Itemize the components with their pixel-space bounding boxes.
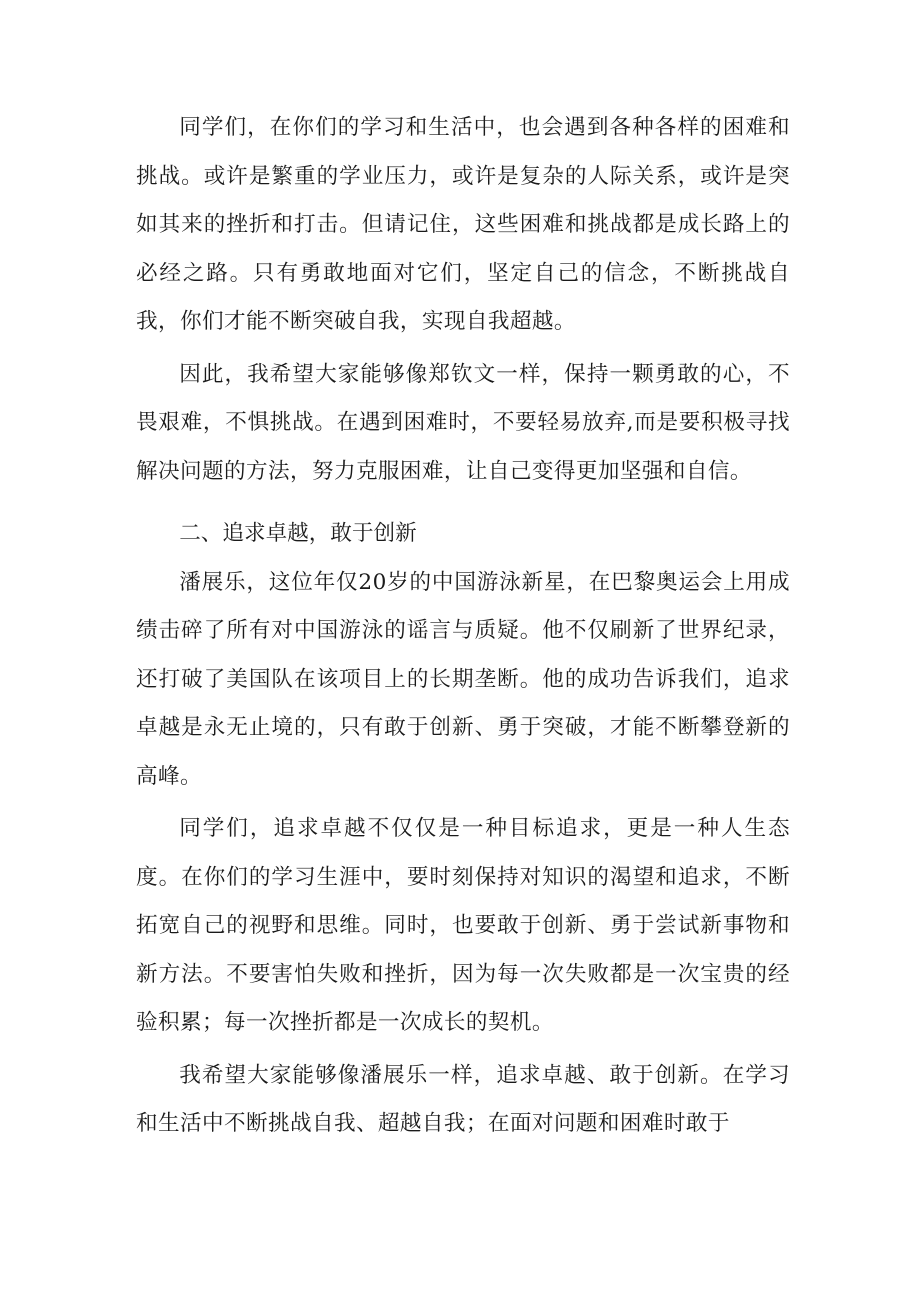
paragraph-5: 我希望大家能够像潘展乐一样，追求卓越、敢于创新。在学习和生活中不断挑战自我、超越自我；在面对问题和困难时敢于 (136, 1062, 790, 1136)
paragraph-3: 潘展乐，这位年仅20岁的中国游泳新星，在巴黎奥运会上用成绩击碎了所有对中国游泳的谣言与质疑。他不仅刷新了世界纪录，还打破了美国队在该项目上的长期垄断。他的成功告诉我们，追求卓越是永无止境的，只有敢于创新、勇于突破，才能不断攀登新的高峰。 (136, 569, 790, 789)
paragraph-2: 因此，我希望大家能够像郑钦文一样，保持一颗勇敢的心，不畏艰难，不惧挑战。在遇到困难时，不要轻易放弃,而是要积极寻找解决问题的方法，努力克服困难，让自己变得更加坚强和自信。 (136, 361, 790, 484)
document-body (136, 104, 790, 1153)
paragraph-1: 同学们，在你们的学习和生活中，也会遇到各种各样的困难和挑战。或许是繁重的学业压力，或许是复杂的人际关系，或许是突如其来的挫折和打击。但请记住，这些困难和挑战都是成长路上的必经之路。只有勇敢地面对它们，坚定自己的信念，不断挑战自我，你们才能不断突破自我，实现自我超越。 (136, 115, 790, 334)
paragraph-4: 同学们，追求卓越不仅仅是一种目标追求，更是一种人生态度。在你们的学习生涯中，要时刻保持对知识的渴望和追求，不断拓宽自己的视野和思维。同时，也要敢于创新、勇于尝试新事物和新方法。不要害怕失败和挫折，因为每一次失败都是一次宝贵的经验积累；每一次挫折都是一次成长的契机。 (136, 816, 790, 1035)
section-heading: 二、追求卓越，敢于创新 (179, 521, 417, 546)
